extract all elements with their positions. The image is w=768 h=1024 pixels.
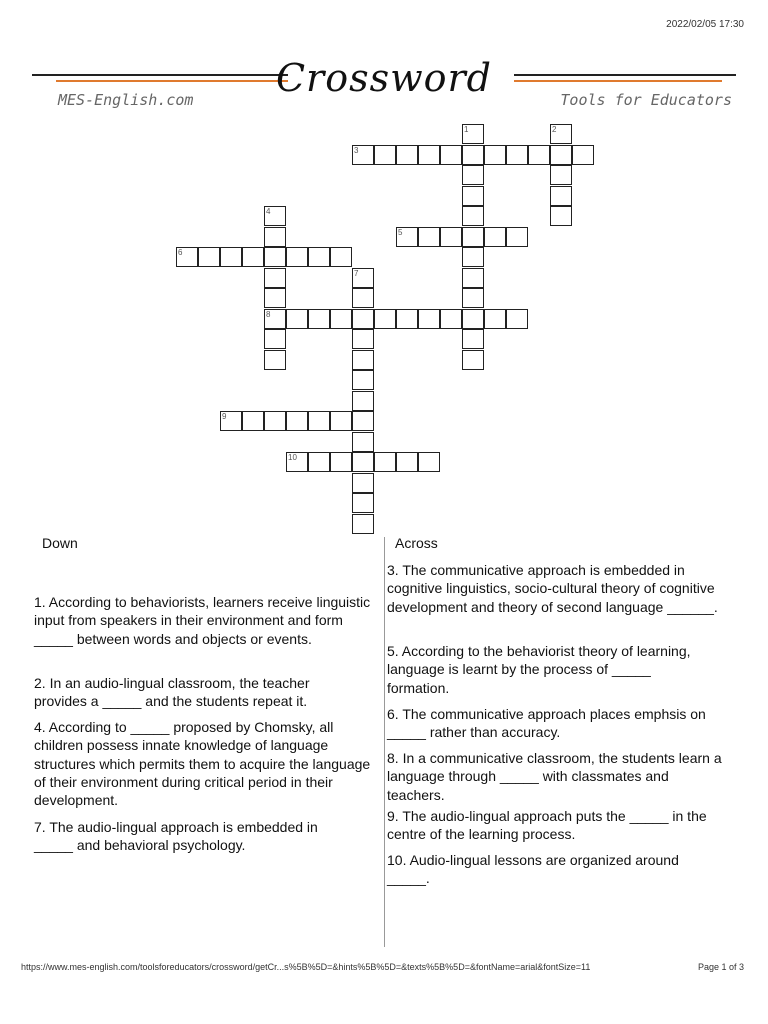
grid-cell (462, 186, 484, 206)
grid-cell (264, 288, 286, 308)
print-timestamp: 2022/02/05 17:30 (666, 19, 744, 30)
grid-cell (352, 452, 374, 472)
grid-cell (264, 329, 286, 349)
grid-cell (550, 165, 572, 185)
grid-cell (572, 145, 594, 165)
grid-cell (330, 452, 352, 472)
grid-cell (352, 288, 374, 308)
across-clue-6: 6. The communicative approach places emphsis on _____ rather than accuracy. (387, 706, 706, 741)
grid-cell (264, 247, 286, 267)
grid-cell (528, 145, 550, 165)
grid-cell (506, 227, 528, 247)
grid-cell (462, 206, 484, 226)
across-heading: Across (395, 535, 438, 551)
clue-number-5: 5 (398, 227, 403, 237)
clue-number-7: 7 (354, 268, 359, 278)
grid-cell (374, 309, 396, 329)
grid-cell (242, 411, 264, 431)
clue-number-3: 3 (354, 145, 359, 155)
grid-cell (198, 247, 220, 267)
footer-url: https://www.mes-english.com/toolsforeducators/crossword/getCr...s%5B%5D=&hints%5B%5D=&texts%5B%5D=&fontName=arial&fontSize=11 (21, 962, 591, 972)
grid-cell (352, 514, 374, 534)
grid-cell (396, 309, 418, 329)
grid-cell (264, 411, 286, 431)
grid-cell (330, 309, 352, 329)
grid-cell (418, 145, 440, 165)
across-clue-3: 3. The communicative approach is embedded in cognitive linguistics, socio-cultural theory of cognitive development and theory of second language ______. (387, 562, 718, 615)
grid-cell (462, 227, 484, 247)
grid-cell (308, 247, 330, 267)
down-clue-4: 4. According to _____ proposed by Chomsky, all children possess innate knowledge of language structures which permits them to acquire the language of their environment during critical period in their development. (34, 719, 371, 809)
across-clue-10: 10. Audio-lingual lessons are organized around _____. (387, 852, 679, 887)
grid-cell (308, 452, 330, 472)
grid-cell (352, 411, 374, 431)
across-clue-5: 5. According to the behaviorist theory of learning, language is learnt by the process of _____ formation. (387, 643, 691, 696)
down-clue-1: 1. According to behaviorists, learners receive linguistic input from speakers in their environment and form _____ between words and objects or events. (34, 594, 371, 647)
grid-cell (264, 227, 286, 247)
grid-cell (352, 493, 374, 513)
clue-number-9: 9 (222, 412, 227, 421)
grid-cell (550, 206, 572, 226)
grid-cell (462, 145, 484, 165)
grid-cell (242, 247, 264, 267)
across-clue-8: 8. In a communicative classroom, the students learn a language through _____ with classmates and teachers. (387, 750, 722, 803)
column-divider (384, 537, 385, 947)
grid-cell (352, 350, 374, 370)
grid-cell (418, 309, 440, 329)
grid-cell (286, 247, 308, 267)
grid-cell (440, 309, 462, 329)
grid-cell (396, 452, 418, 472)
clue-number-2: 2 (552, 125, 557, 134)
grid-cell (462, 288, 484, 308)
grid-cell (484, 145, 506, 165)
grid-cell (308, 411, 330, 431)
grid-cell (330, 411, 352, 431)
brand-name: MES-English.com (58, 91, 194, 109)
clue-number-1: 1 (464, 125, 469, 134)
grid-cell (462, 247, 484, 267)
grid-cell (286, 309, 308, 329)
grid-cell (462, 329, 484, 349)
grid-cell (220, 247, 242, 267)
page-number: Page 1 of 3 (697, 962, 744, 972)
grid-cell (462, 350, 484, 370)
down-clue-2: 2. In an audio-lingual classroom, the teacher provides a _____ and the students repeat it. (34, 675, 310, 710)
grid-cell (264, 350, 286, 370)
grid-cell (506, 309, 528, 329)
grid-cell (374, 145, 396, 165)
grid-cell (462, 165, 484, 185)
grid-cell (418, 227, 440, 247)
grid-cell (264, 268, 286, 288)
grid-cell (484, 309, 506, 329)
grid-cell (550, 145, 572, 165)
grid-cell (462, 268, 484, 288)
page-title: Crossword (275, 56, 492, 100)
grid-cell (484, 227, 506, 247)
grid-cell (352, 329, 374, 349)
grid-cell (374, 452, 396, 472)
grid-cell (352, 473, 374, 493)
grid-cell (440, 145, 462, 165)
clue-number-8: 8 (266, 309, 271, 319)
clue-number-4: 4 (266, 207, 271, 216)
grid-cell (550, 186, 572, 206)
grid-cell (352, 432, 374, 452)
down-heading: Down (42, 535, 78, 551)
clue-number-6: 6 (178, 248, 183, 257)
grid-cell (440, 227, 462, 247)
grid-cell (286, 411, 308, 431)
clue-number-10: 10 (288, 453, 297, 462)
grid-cell (396, 145, 418, 165)
brand-tagline: Tools for Educators (560, 91, 732, 109)
grid-cell (352, 391, 374, 411)
grid-cell (330, 247, 352, 267)
across-clue-9: 9. The audio-lingual approach puts the _____ in the centre of the learning process. (387, 808, 707, 843)
grid-cell (352, 370, 374, 390)
grid-cell (506, 145, 528, 165)
grid-cell (418, 452, 440, 472)
grid-cell (352, 309, 374, 329)
grid-cell (462, 309, 484, 329)
down-clue-7: 7. The audio-lingual approach is embedded in _____ and behavioral psychology. (34, 819, 318, 854)
grid-cell (308, 309, 330, 329)
